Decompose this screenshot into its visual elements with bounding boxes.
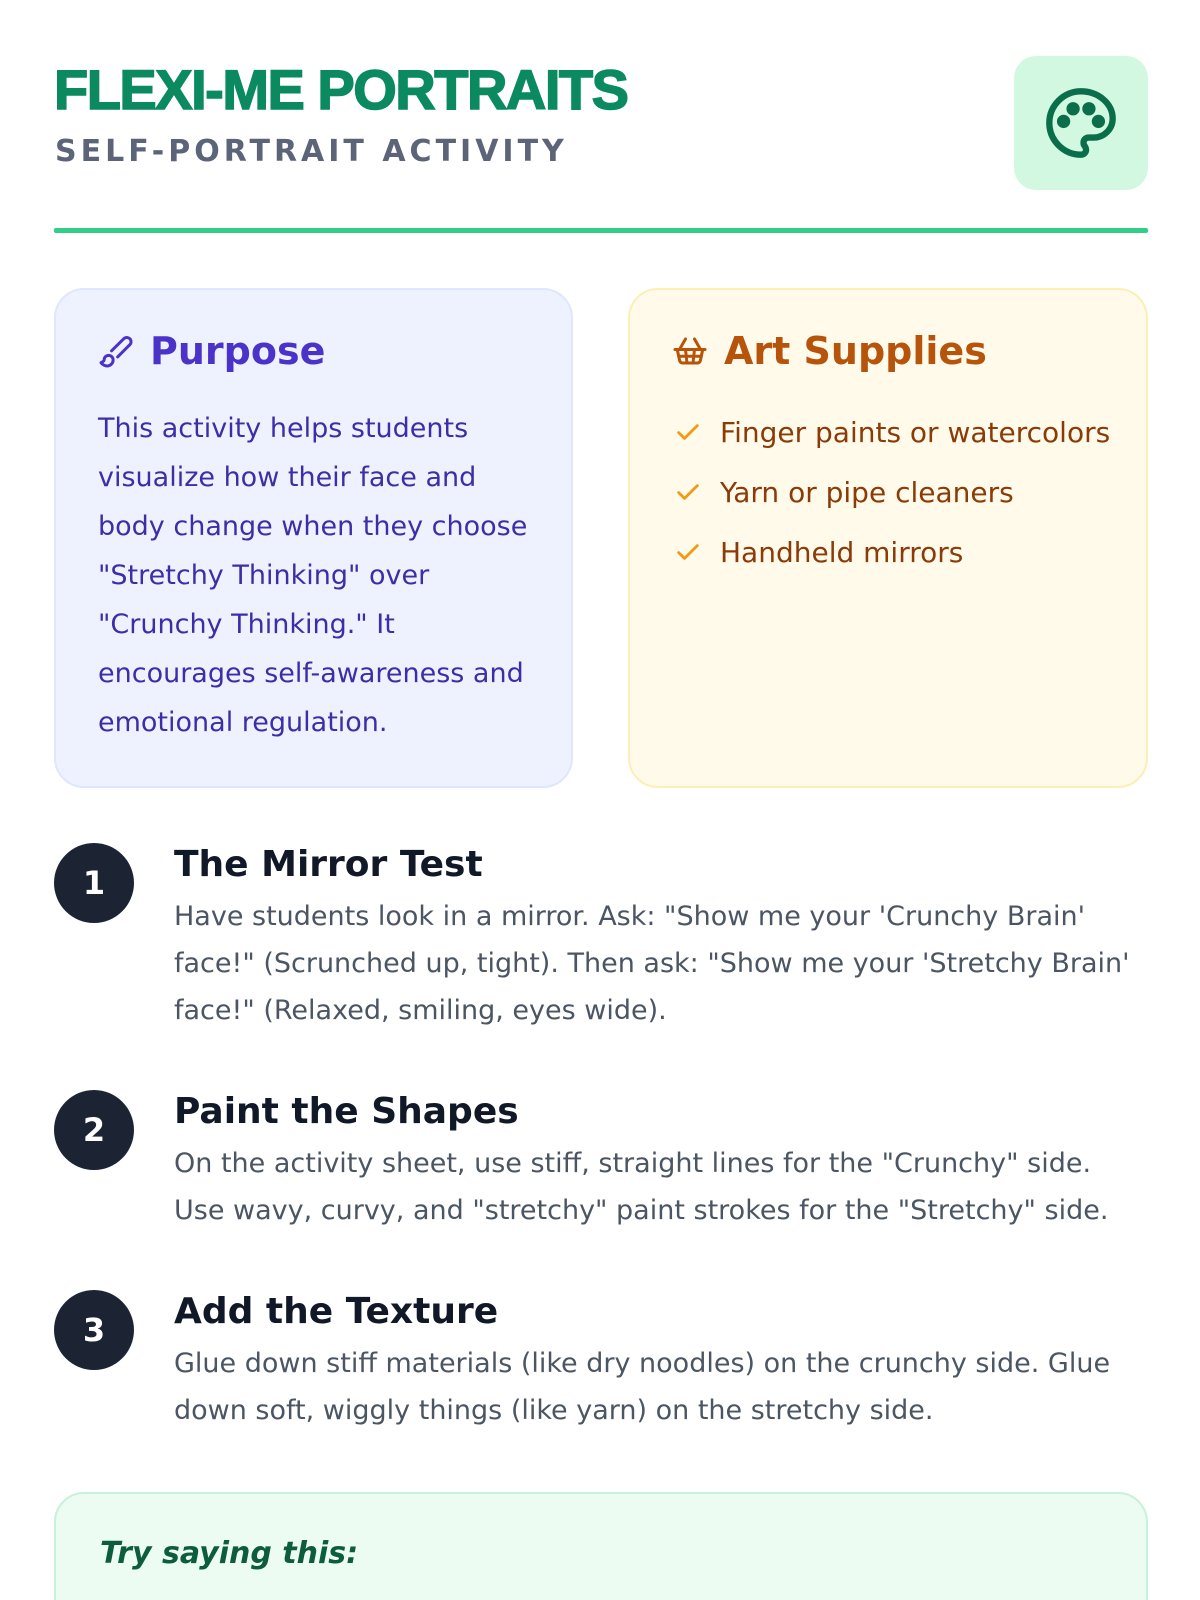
step-description: Glue down stiff materials (like dry noodles) on the crunchy side. Glue down soft, wiggly things (like yarn) on the stretchy side. [174,1348,1111,1426]
supply-item [674,402,1110,462]
step-number-badge: 2 [54,1090,134,1170]
supply-item-label: Handheld mirrors [720,535,964,569]
supply-item [674,522,1110,582]
supply-item [674,462,1110,522]
check-icon [674,538,702,566]
step-description: On the activity sheet, use stiff, straight lines for the "Crunchy" side. Use wavy, curvy, and "stretchy" paint strokes for the "Stretchy" side. [174,1148,1109,1226]
check-icon [674,418,702,446]
supplies-heading: Art Supplies [724,329,987,373]
tip-label: Try saying this: [100,1536,359,1571]
purpose-text: This activity helps students visualize how their face and body change when they choose "Stretchy Thinking" over "Crunchy Thinking." It encourages self-awareness and emotional regulation. [98,413,528,738]
supplies-card-header [672,329,987,373]
header-divider [54,228,1148,233]
tip-box [54,1492,1148,1600]
purpose-card [54,288,573,788]
page-title: FLEXI-ME PORTRAITS [54,58,628,121]
step-title: Add the Texture [174,1291,499,1332]
check-icon [674,478,702,506]
step-title: The Mirror Test [174,844,483,885]
purpose-card-header [98,329,326,373]
logo-badge [1014,56,1148,190]
supplies-card [628,288,1148,788]
supply-item-label: Yarn or pipe cleaners [720,475,1014,509]
page-subtitle: SELF-PORTRAIT ACTIVITY [55,134,568,169]
brush-icon [98,333,134,369]
purpose-heading: Purpose [150,329,326,373]
supply-item-label: Finger paints or watercolors [720,415,1111,449]
palette-icon [1043,85,1119,161]
step-number-badge: 1 [54,843,134,923]
supplies-list [674,402,1110,582]
step-description: Have students look in a mirror. Ask: "Show me your 'Crunchy Brain' face!" (Scrunched up, tight). Then ask: "Show me your 'Stretchy Brain' face!" (Relaxed, smiling, eyes wide). [174,901,1130,1026]
step-number-badge: 3 [54,1290,134,1370]
basket-icon [672,333,708,369]
page-header [54,56,1148,188]
step-title: Paint the Shapes [174,1091,519,1132]
